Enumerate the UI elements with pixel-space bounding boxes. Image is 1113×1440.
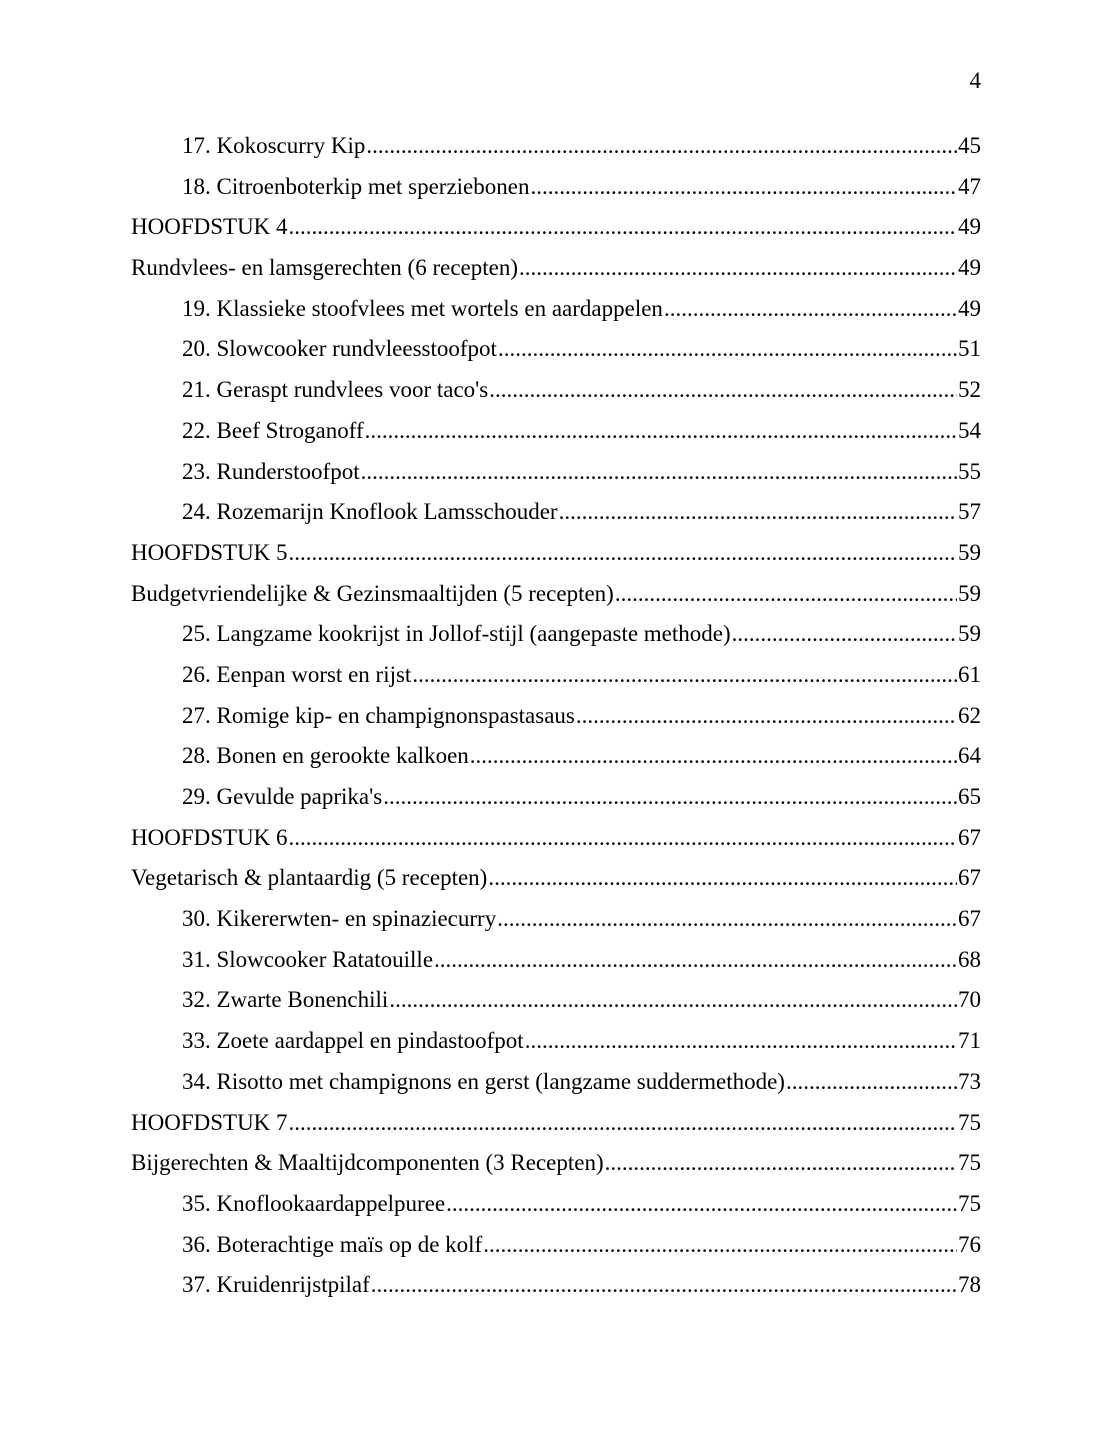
toc-dot-leader — [615, 574, 957, 614]
toc-dot-leader — [488, 858, 957, 898]
toc-dot-leader — [519, 248, 957, 288]
toc-recipe-entry[interactable] — [131, 777, 981, 818]
toc-entry-title: 26. Eenpan worst en rijst — [182, 661, 412, 687]
toc-recipe-entry[interactable] — [131, 289, 981, 330]
toc-entry-title: 17. Kokoscurry Kip — [182, 133, 366, 158]
toc-entry-title: 29. Gevulde paprika's — [182, 784, 383, 809]
toc-recipe-entry[interactable] — [131, 1265, 981, 1306]
toc-entry-title: 30. Kikererwten- en spinaziecurry — [182, 906, 497, 932]
toc-dot-leader — [605, 1143, 957, 1183]
toc-recipe-entry[interactable] — [131, 614, 981, 655]
toc-entry-title: 25. Langzame kookrijst in Jollof-stijl (aangepaste methode) — [182, 621, 731, 647]
toc-recipe-entry[interactable] — [131, 411, 981, 452]
toc-chapter-entry[interactable] — [131, 574, 981, 615]
toc-recipe-entry[interactable] — [131, 736, 981, 777]
toc-entry-page-number: 54 — [958, 417, 981, 443]
toc-chapter-entry[interactable] — [131, 818, 981, 859]
toc-dot-leader — [470, 736, 957, 776]
toc-entry-title: 27. Romige kip- en champignonspastasaus — [182, 702, 575, 728]
toc-dot-leader — [412, 655, 957, 695]
toc-entry-page-number: 65 — [958, 784, 981, 809]
toc-recipe-entry[interactable] — [131, 370, 981, 411]
toc-entry-page-number: 49 — [958, 255, 981, 281]
toc-entry-title: 18. Citroenboterkip met sperziebonen — [182, 173, 530, 199]
toc-dot-leader — [389, 980, 957, 1020]
toc-recipe-entry[interactable] — [131, 940, 981, 981]
toc-recipe-entry[interactable] — [131, 980, 981, 1021]
toc-entry-title: HOOFDSTUK 4 — [131, 214, 288, 240]
toc-entry-title: HOOFDSTUK 5 — [131, 539, 288, 565]
toc-entry-page-number: 67 — [958, 824, 981, 850]
toc-chapter-entry[interactable] — [131, 1143, 981, 1184]
toc-entry-title: 36. Boterachtige maïs op de kolf — [182, 1231, 483, 1257]
toc-dot-leader — [289, 818, 957, 858]
toc-dot-leader — [434, 940, 957, 980]
toc-dot-leader — [289, 1103, 957, 1143]
toc-entry-title: 33. Zoete aardappel en pindastoofpot — [182, 1028, 524, 1054]
toc-entry-page-number: 68 — [958, 946, 981, 972]
toc-entry-page-number: 52 — [958, 377, 981, 403]
toc-dot-leader — [664, 289, 957, 329]
toc-recipe-entry[interactable] — [131, 1225, 981, 1266]
toc-entry-title: HOOFDSTUK 6 — [131, 824, 288, 850]
toc-dot-leader — [525, 1021, 957, 1061]
toc-entry-title: 22. Beef Stroganoff — [182, 417, 364, 443]
toc-entry-page-number: 49 — [958, 295, 981, 321]
toc-dot-leader — [365, 411, 957, 451]
toc-entry-title: Budgetvriendelijke & Gezinsmaaltijden (5 recepten) — [131, 580, 614, 606]
toc-dot-leader — [483, 1225, 957, 1265]
toc-entry-page-number: 59 — [958, 621, 981, 647]
toc-recipe-entry[interactable] — [131, 899, 981, 940]
toc-recipe-entry[interactable] — [131, 167, 981, 208]
toc-dot-leader — [576, 696, 957, 736]
toc-entry-page-number: 49 — [958, 214, 981, 240]
toc-entry-page-number: 70 — [958, 987, 981, 1013]
toc-entry-page-number: 75 — [958, 1190, 981, 1216]
toc-entry-title: 31. Slowcooker Ratatouille — [182, 946, 434, 972]
toc-dot-leader — [366, 126, 957, 166]
toc-entry-page-number: 61 — [958, 661, 981, 687]
toc-dot-leader — [559, 492, 957, 532]
toc-dot-leader — [732, 614, 957, 654]
toc-entry-title: Bijgerechten & Maaltijdcomponenten (3 Recepten) — [131, 1150, 604, 1176]
table-of-contents — [131, 126, 981, 1306]
toc-entry-title: 34. Risotto met champignons en gerst (langzame suddermethode) — [182, 1068, 785, 1094]
toc-entry-title: Vegetarisch & plantaardig (5 recepten) — [131, 865, 488, 891]
toc-dot-leader — [289, 533, 957, 573]
toc-entry-title: 37. Kruidenrijstpilaf — [182, 1272, 370, 1298]
toc-dot-leader — [497, 899, 957, 939]
toc-dot-leader — [383, 777, 957, 817]
toc-entry-page-number: 57 — [958, 499, 981, 525]
toc-dot-leader — [361, 452, 957, 492]
toc-entry-title: 35. Knoflookaardappelpuree — [182, 1190, 446, 1216]
toc-entry-page-number: 51 — [958, 336, 981, 362]
toc-dot-leader — [530, 167, 957, 207]
toc-entry-page-number: 59 — [958, 580, 981, 606]
toc-dot-leader — [289, 207, 957, 247]
toc-chapter-entry[interactable] — [131, 1103, 981, 1144]
page-number: 4 — [969, 68, 981, 93]
toc-entry-page-number: 55 — [958, 458, 981, 484]
toc-entry-page-number: 73 — [958, 1068, 981, 1094]
toc-recipe-entry[interactable] — [131, 329, 981, 370]
toc-dot-leader — [446, 1184, 957, 1224]
toc-recipe-entry[interactable] — [131, 492, 981, 533]
toc-entry-page-number: 78 — [958, 1272, 981, 1298]
toc-entry-page-number: 75 — [958, 1150, 981, 1176]
toc-entry-page-number: 67 — [958, 865, 981, 891]
toc-entry-page-number: 59 — [958, 539, 981, 565]
toc-chapter-entry[interactable] — [131, 248, 981, 289]
toc-dot-leader — [786, 1062, 957, 1102]
toc-entry-title: Rundvlees- en lamsgerechten (6 recepten) — [131, 255, 518, 281]
toc-dot-leader — [371, 1265, 957, 1305]
toc-entry-title: 23. Runderstoofpot — [182, 458, 360, 484]
toc-recipe-entry[interactable] — [131, 1021, 981, 1062]
toc-entry-title: 20. Slowcooker rundvleesstoofpot — [182, 336, 497, 362]
toc-chapter-entry[interactable] — [131, 533, 981, 574]
toc-entry-page-number: 47 — [958, 173, 981, 199]
toc-recipe-entry[interactable] — [131, 452, 981, 493]
toc-entry-title: 21. Geraspt rundvlees voor taco's — [182, 377, 489, 403]
toc-dot-leader — [498, 329, 957, 369]
toc-recipe-entry[interactable] — [131, 126, 981, 167]
toc-recipe-entry[interactable] — [131, 1062, 981, 1103]
toc-recipe-entry[interactable] — [131, 655, 981, 696]
toc-entry-page-number: 67 — [958, 906, 981, 932]
toc-entry-page-number: 62 — [958, 702, 981, 728]
toc-entry-page-number: 45 — [958, 133, 981, 158]
toc-entry-title: 19. Klassieke stoofvlees met wortels en aardappelen — [182, 295, 663, 321]
toc-recipe-entry[interactable] — [131, 1184, 981, 1225]
toc-entry-page-number: 76 — [958, 1231, 981, 1257]
toc-entry-title: 32. Zwarte Bonenchili — [182, 987, 389, 1013]
toc-entry-page-number: 75 — [958, 1109, 981, 1135]
toc-entry-title: HOOFDSTUK 7 — [131, 1109, 288, 1135]
toc-dot-leader — [489, 370, 957, 410]
toc-entry-title: 28. Bonen en gerookte kalkoen — [182, 743, 469, 769]
toc-entry-page-number: 64 — [958, 743, 981, 769]
toc-chapter-entry[interactable] — [131, 207, 981, 248]
toc-chapter-entry[interactable] — [131, 858, 981, 899]
toc-entry-title: 24. Rozemarijn Knoflook Lamsschouder — [182, 499, 558, 525]
toc-entry-page-number: 71 — [958, 1028, 981, 1054]
toc-recipe-entry[interactable] — [131, 696, 981, 737]
